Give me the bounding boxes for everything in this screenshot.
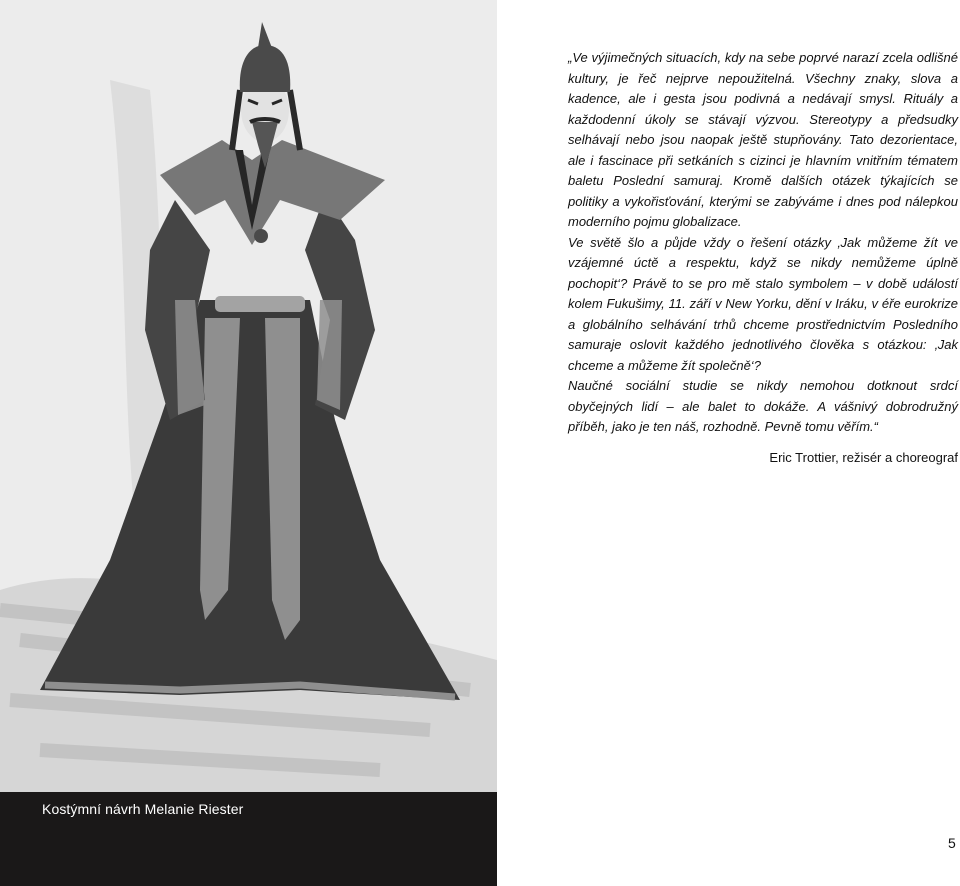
page-number: 5 xyxy=(948,835,956,851)
robe-body xyxy=(40,300,460,700)
chest-medallion xyxy=(254,229,268,243)
costume-sketch-image xyxy=(0,0,497,792)
helmet xyxy=(240,45,290,92)
quote-paragraph-1: „Ve výjimečných situacích, kdy na sebe poprvé narazí zcela odlišné kultury, je řeč nejprve nepoužitelná. Všechny znaky, slova a kadence, ale i gesta jsou podivná a nedávají smysl. Rituály a každodenní úkoly se stávají výzvou. Stereotypy a předsudky selhávají nebo jsou naopak ještě stupňovány. Tato dezorientace, ale i fascinace při setkáních s cizinci je hlavním vnitřním tématem baletu Poslední samuraj. Kromě dalších otázek týkajících se politiky a vykořisťování, kterými se zabýváme i dnes pod nálepkou moderního pojmu globalizace. xyxy=(568,50,958,229)
caption-band xyxy=(0,792,497,886)
quote-paragraph-3: Naučné sociální studie se nikdy nemohou dotknout srdcí obyčejných lidí – ale balet to dokáže. A vášnivý dobrodružný příběh, jako je ten náš, rozhodně. Pevně tomu věřím.“ xyxy=(568,378,958,434)
quote-paragraph-2: Ve světě šlo a půjde vždy o řešení otázky ‚Jak můžeme žít ve vzájemné úctě a respektu, když se nikdy nemůžeme úplně pochopit‘? Právě to se pro mě stalo symbolem – v době událostí kolem Fukušimy, 11. září v New Yorku, dění v Iráku, v éře eurokrize a globálního selhávání trhů chceme prostřednictvím Posledního samuraje oslovit každého jednotlivého člověka s otázkou: ‚Jak chceme a můžeme žít společně‘? xyxy=(568,234,958,373)
robe-sash xyxy=(215,296,305,312)
right-sleeve-cuff xyxy=(317,300,342,410)
costume-caption: Kostýmní návrh Melanie Riester xyxy=(42,801,244,817)
quote-attribution: Eric Trottier, režisér a choreograf xyxy=(769,450,958,465)
director-quote xyxy=(568,48,958,438)
helmet-crest xyxy=(258,22,272,48)
